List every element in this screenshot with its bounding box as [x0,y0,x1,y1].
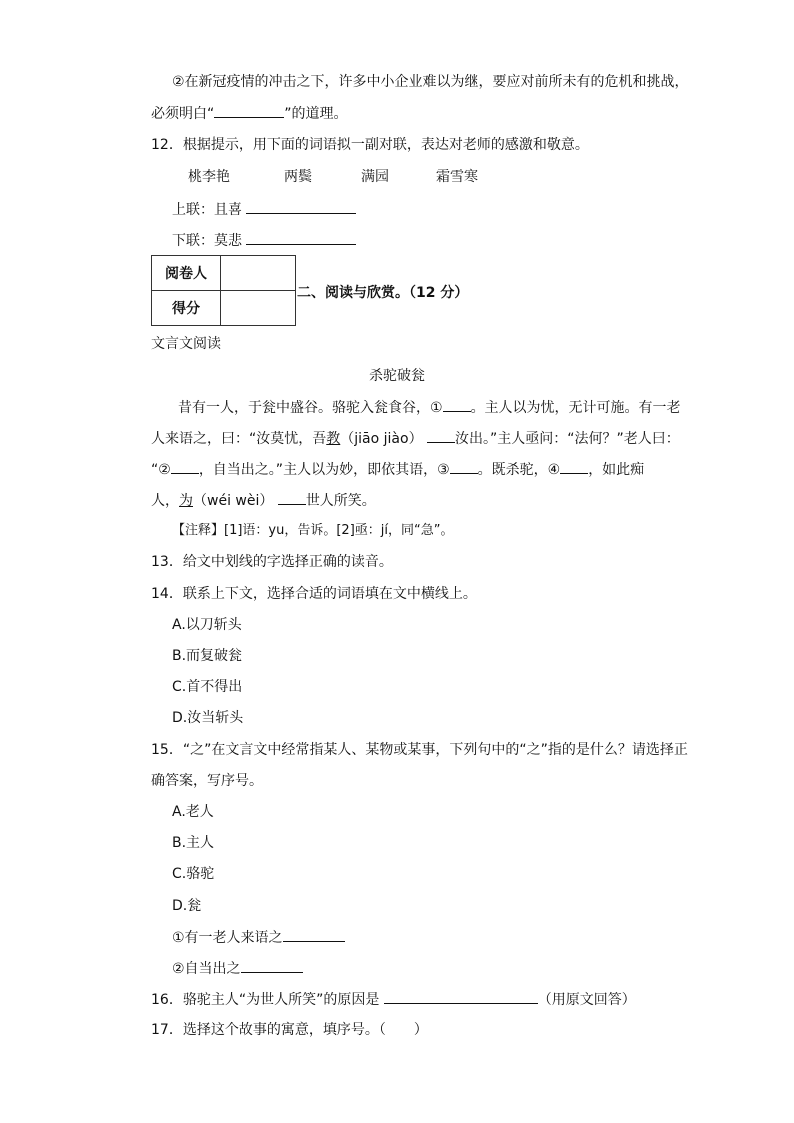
q12-stem: 12．根据提示，用下面的词语拟一副对联，表达对老师的感激和敬意。 [151,137,589,153]
q15-s2-blank[interactable] [241,958,303,973]
q12-lower-label: 下联：莫悲 [172,233,242,249]
passage-p2a: 人来语之，曰：“汝莫忧，吾 [151,431,327,447]
passage-p4c: 世人所笑。 [305,493,376,509]
q14-option-b[interactable]: B.而复破瓮 [172,648,243,664]
blank-2[interactable] [171,459,199,474]
section-heading: 二、阅读与欣赏。（12 分） [297,285,469,301]
reviewer-label: 阅卷人 [152,256,221,291]
passage-title: 杀驼破瓮 [369,368,425,384]
blank-jiao[interactable] [427,428,455,443]
passage-p4b: （wéi wèi） [193,493,274,509]
q14-option-c[interactable]: C.首不得出 [172,679,243,695]
q12-word-1: 桃李艳 [188,169,230,185]
q15-s1-blank[interactable] [283,927,345,942]
passage-p1b: 。主人以为忧，无计可施。有一老 [470,400,681,416]
q11-line2-b: ”的道理。 [284,106,348,122]
q15-option-b[interactable]: B.主人 [172,835,215,851]
q11-line2-a: 必须明白“ [151,106,215,122]
blank-4[interactable] [560,459,588,474]
passage-p4a: 人， [151,493,179,509]
q12-lower-couplet [172,230,356,251]
score-table [151,255,296,326]
q15-option-d[interactable]: D.瓮 [172,898,202,914]
underlined-wei: 为 [179,493,193,509]
q14-stem: 14．联系上下文，选择合适的词语填在文中横线上。 [151,586,477,602]
passage-p3d: ，如此痴 [588,462,645,478]
passage-p2c: 汝出。”主人亟问：“法何？”老人曰： [455,431,680,447]
blank-wei[interactable] [278,490,306,505]
q12-lower-blank[interactable] [246,230,356,245]
q15-sentence-1 [172,927,345,948]
q11-answer-blank[interactable] [214,103,284,118]
passage-p2b: （jiāo jiào） [340,431,423,447]
blank-3[interactable] [450,459,478,474]
passage-line-3 [151,459,644,480]
q16-answer-blank[interactable] [384,989,538,1004]
q13-stem: 13．给文中划线的字选择正确的读音。 [151,554,393,570]
q12-word-2: 两鬓 [284,169,312,185]
q12-word-4: 霜雪寒 [436,169,478,185]
q14-option-d[interactable]: D.汝当斩头 [172,710,244,726]
q17-stem: 17．选择这个故事的寓意，填序号。（ ） [151,1022,428,1038]
q15-sentence-2 [172,958,303,979]
q15-option-a[interactable]: A.老人 [172,804,214,820]
q16-suffix: （用原文回答） [537,992,636,1008]
q12-upper-label: 上联：且喜 [172,202,242,218]
q14-option-a[interactable]: A.以刀斩头 [172,617,242,633]
q15-stem-2: 确答案，写序号。 [151,773,263,789]
q12-word-3: 满园 [361,169,389,185]
q15-s1-text: ①有一老人来语之 [172,930,283,946]
section-subheading: 文言文阅读 [151,336,221,352]
q11-line1: ②在新冠疫情的冲击之下，许多中小企业难以为继，要应对前所未有的危机和挑战， [172,74,689,90]
passage-p3c: 。既杀驼，④ [477,462,561,478]
q16-line [151,989,636,1010]
passage-p1: 昔有一人，于瓮中盛谷。骆驼入瓮食谷，① [178,400,443,416]
passage-line-2 [151,428,680,449]
passage-p3b: ，自当出之。”主人以为妙，即依其语，③ [198,462,450,478]
q15-stem-1: 15．“之”在文言文中经常指某人、某物或某事，下列句中的“之”指的是什么？请选择正 [151,742,688,758]
passage-note: 【注释】[1]语：yu，告诉。[2]亟：jí，同“急”。 [172,523,454,538]
q15-s2-text: ②自当出之 [172,961,241,977]
q11-line2 [151,103,348,124]
reviewer-cell[interactable] [221,256,296,291]
underlined-jiao: 教 [326,431,341,447]
passage-line-1 [178,397,681,418]
score-cell[interactable] [221,291,296,326]
passage-line-4 [151,490,376,511]
passage-p3a: “② [151,462,171,478]
blank-1[interactable] [443,397,471,412]
score-label: 得分 [152,291,221,326]
q12-upper-blank[interactable] [246,199,356,214]
q15-option-c[interactable]: C.骆驼 [172,866,215,882]
q16-stem: 16．骆驼主人“为世人所笑”的原因是 [151,992,380,1008]
q12-upper-couplet [172,199,356,220]
